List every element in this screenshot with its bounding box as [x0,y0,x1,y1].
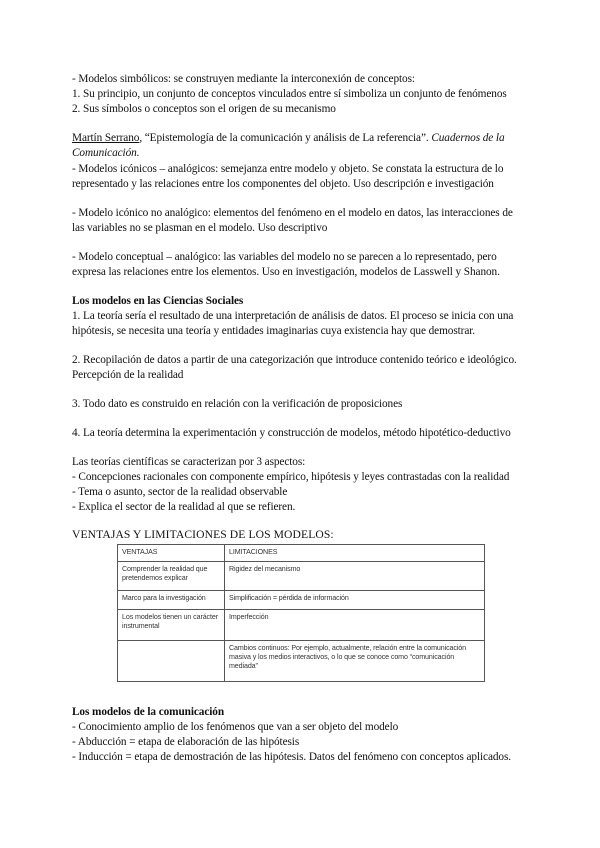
citation-journal-cont: Comunicación. [72,147,140,159]
table-row [118,562,485,591]
social-point1-line2: hipótesis, se necesita una teoría y entidades imaginarias cuya existencia hay que demostrar. [72,325,475,337]
theories-intro: Las teorías científicas se caracterizan por 3 aspectos: [72,456,306,468]
citation-line [72,131,505,145]
advantages-limitations-table [117,544,485,682]
communication-item3: - Inducción = etapa de demostración de las hipótesis. Datos del fenómeno con conceptos aplicados. [72,751,511,763]
social-point1-line1: 1. La teoría sería el resultado de una interpretación de análisis de datos. El proceso se inicia con una [72,310,514,322]
advantage-cell [118,641,225,682]
conceptual-model-line1: - Modelo conceptual – analógico: las variables del modelo no se parecen a lo representado, pero [72,251,497,263]
iconic-non-analog-line1: - Modelo icónico no analógico: elementos del fenómeno en el modelo en datos, las interacciones de [72,207,513,219]
advantage-cell: Comprender la realidad que pretendemos explicar [118,562,225,591]
limitation-cell: Cambios continuos: Por ejemplo, actualmente, relación entre la comunicación masiva y los medios interactivos, o lo que se conoce como “comunicación mediada” [225,641,485,682]
table-row [118,591,485,610]
advantage-cell: Marco para la investigación [118,591,225,610]
citation-title: , “Epistemología de la comunicación y análisis de La referencia”. [139,132,432,144]
table-section-heading: VENTAJAS Y LIMITACIONES DE LOS MODELOS: [72,528,334,541]
communication-item1: - Conocimiento amplio de los fenómenos que van a ser objeto del modelo [72,721,399,733]
advantage-cell: Los modelos tienen un carácter instrumental [118,610,225,641]
iconic-models-line1: - Modelos icónicos – analógicos: semejanza entre modelo y objeto. Se constata la estructura de lo [72,163,504,175]
social-point3: 3. Todo dato es construido en relación con la verificación de proposiciones [72,398,403,410]
limitation-cell: Simplificación = pérdida de información [225,591,485,610]
iconic-models-line2: representado y las relaciones entre los componentes del objeto. Uso descripción e investigación [72,178,494,190]
social-sciences-heading: Los modelos en las Ciencias Sociales [72,295,244,307]
theories-item2: - Tema o asunto, sector de la realidad observable [72,486,288,498]
theories-item3: - Explica el sector de la realidad al que se refieren. [72,501,296,513]
limitation-cell: Imperfección [225,610,485,641]
limitation-cell: Rigidez del mecanismo [225,562,485,591]
citation-journal: Cuadernos de la [431,132,505,144]
citation-author: Martín Serrano [72,132,140,144]
symbolic-principle-line: 1. Su principio, un conjunto de conceptos vinculados entre sí simboliza un conjunto de fenómenos [72,88,507,100]
table-row [118,641,485,682]
conceptual-model-line2: expresa las relaciones entre los elementos. Uso en investigación, modelos de Lasswell y Shanon. [72,266,500,278]
col-advantages-header: VENTAJAS [118,545,225,562]
social-point2-line2: Percepción de la realidad [72,369,184,381]
symbolic-models-line: - Modelos simbólicos: se construyen mediante la interconexión de conceptos: [72,73,415,85]
communication-heading: Los modelos de la comunicación [72,706,225,718]
symbolic-origin-line: 2. Sus símbolos o conceptos son el origen de su mecanismo [72,103,336,115]
table-row [118,610,485,641]
communication-item2: - Abducción = etapa de elaboración de las hipótesis [72,736,300,748]
col-limitations-header: LIMITACIONES [225,545,485,562]
social-point2-line1: 2. Recopilación de datos a partir de una categorización que introduce contenido teórico e ideológico. [72,354,517,366]
theories-item1: - Concepciones racionales con componente empírico, hipótesis y leyes contrastadas con la realidad [72,471,510,483]
social-point4: 4. La teoría determina la experimentación y construcción de modelos, método hipotético-deductivo [72,427,511,439]
iconic-non-analog-line2: las variables no se plasman en el modelo. Uso descriptivo [72,222,328,234]
table-header-row [118,545,485,562]
